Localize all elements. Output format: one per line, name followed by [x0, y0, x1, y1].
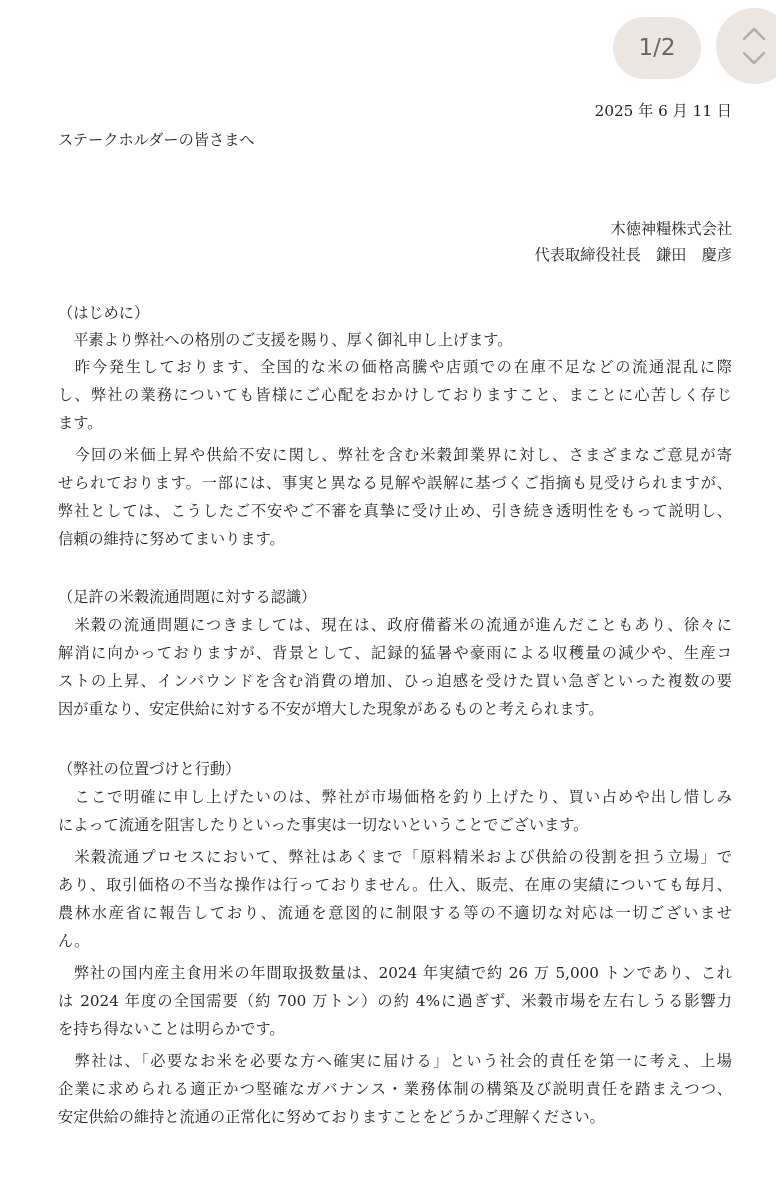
- paragraph-line: 企業に求められる適正かつ堅確なガバナンス・業務体制の構築及び説明責任を踏まえつつ、: [58, 1080, 732, 1098]
- paragraph-line: ストの上昇、インバウンドを含む消費の増加、ひっ迫感を受けた買い急ぎといった複数の要: [58, 672, 732, 690]
- section-heading-position: （弊社の位置づけと行動）: [58, 760, 241, 778]
- paragraph-line: 農林水産省に報告しており、流通を意図的に制限する等の不適切な対応は一切ございませ: [58, 904, 732, 922]
- section-heading-intro: （はじめに）: [58, 304, 150, 322]
- paragraph-line: 平素より弊社への格別のご支援を賜り、厚く御礼申し上げます。: [58, 331, 513, 349]
- paragraph-line: 弊社の国内産主食用米の年間取扱数量は、2024 年実績で約 26 万 5,000 トンであり、これ: [58, 964, 732, 982]
- page-indicator: 1/2: [613, 17, 701, 79]
- paragraph-line: 昨今発生しております、全国的な米の価格高騰や店頭での在庫不足などの流通混乱に際: [58, 358, 732, 376]
- paragraph-line: を持ち得ないことは明らかです。: [58, 1020, 285, 1038]
- paragraph-line: 弊社は、「必要なお米を必要な方へ確実に届ける」という社会的責任を第一に考え、上場: [58, 1052, 732, 1070]
- section-heading-recognition: （足許の米穀流通問題に対する認識）: [58, 588, 317, 606]
- paragraph-line: は 2024 年度の全国需要（約 700 万トン）の約 4%に過ぎず、米穀市場を左右しうる影響力: [58, 992, 732, 1010]
- paragraph-line: 解消に向かっておりますが、背景として、記録的猛暑や豪雨による収穫量の減少や、生産コ: [58, 644, 732, 662]
- paragraph-line: 弊社としては、こうしたご不安やご不審を真摯に受け止め、引き続き透明性をもって説明し、: [58, 502, 732, 520]
- paragraph-line: あり、取引価格の不当な操作は行っておりません。仕入、販売、在庫の実績についても毎月、: [58, 876, 732, 894]
- paragraph-line: ます。: [58, 414, 103, 432]
- paragraph-line: 安定供給の維持と流通の正常化に努めておりますことをどうかご理解ください。: [58, 1108, 605, 1126]
- paragraph-line: ここで明確に申し上げたいのは、弊社が市場価格を釣り上げたり、買い占めや出し惜しみ: [58, 788, 733, 806]
- paragraph-line: せられております。一部には、事実と異なる見解や誤解に基づくご指摘も見受けられますが、: [58, 474, 732, 492]
- paragraph-line: 因が重なり、安定供給に対する不安が増大した現象があるものと考えられます。: [58, 700, 604, 718]
- paragraph-line: 米穀の流通問題につきましては、現在は、政府備蓄米の流通が進んだこともあり、徐々に: [58, 616, 732, 634]
- paragraph-line: 信頼の維持に努めてまいります。: [58, 530, 285, 548]
- paragraph-line: ん。: [58, 932, 90, 950]
- paragraph-line: し、弊社の業務についても皆様にご心配をおかけしておりますこと、まことに心苦しく存じ: [58, 386, 732, 404]
- paragraph-line: 今回の米価上昇や供給不安に関し、弊社を含む米穀卸業界に対し、さまざまなご意見が寄: [58, 446, 732, 464]
- company-name: 木徳神糧株式会社: [610, 220, 732, 238]
- signatory: 代表取締役社長 鎌田 慶彦: [534, 246, 732, 264]
- addressee: ステークホルダーの皆さまへ: [58, 131, 255, 149]
- paragraph-line: 米穀流通プロセスにおいて、弊社はあくまで「原料精米および供給の役割を担う立場」で: [58, 848, 732, 866]
- letter-date: 2025 年 6 月 11 日: [594, 102, 732, 120]
- paragraph-line: によって流通を阻害したりといった事実は一切ないということでございます。: [58, 816, 589, 834]
